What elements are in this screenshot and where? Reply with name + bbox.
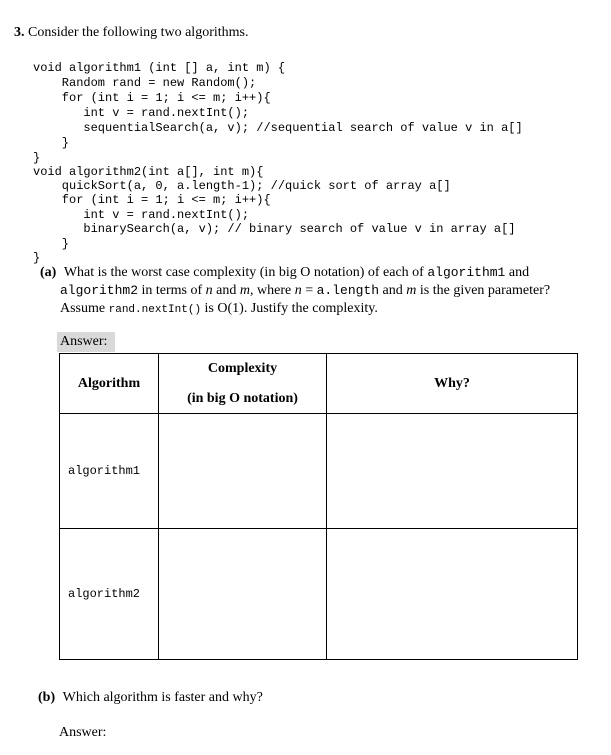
code-line: for (int i = 1; i <= m; i++){ (33, 193, 271, 207)
part-a (40, 265, 585, 319)
part-a-text: in terms of (141, 283, 203, 298)
code-line: } (33, 136, 70, 150)
answer-table (59, 353, 578, 660)
code-line: } (33, 237, 70, 251)
question-number: 3. (14, 25, 25, 40)
code-line: sequentialSearch(a, v); //sequential search of value v in a[] (33, 121, 523, 135)
header-complexity-line-2: (in big O notation) (187, 390, 298, 406)
header-why: Why? (327, 354, 578, 414)
header-complexity-line-1: Complexity (207, 360, 278, 376)
inline-code: algorithm2 (60, 283, 139, 298)
part-a-text: What is the worst case complexity (in big O notation) of each of (63, 265, 424, 280)
why-answer-cell[interactable] (327, 414, 578, 528)
code-line: } (33, 251, 41, 265)
code-line: for (int i = 1; i <= m; i++){ (33, 91, 271, 105)
question-heading (14, 25, 248, 41)
var-n: n (294, 283, 302, 298)
code-line: quickSort(a, 0, a.length-1); //quick sort of array a[] (33, 179, 451, 193)
why-answer-cell[interactable] (327, 528, 578, 659)
table-header-row (60, 354, 578, 414)
answer-label-b: Answer: (59, 725, 107, 740)
part-b-label: (b) (38, 690, 56, 705)
table-row (60, 528, 578, 659)
part-a-text: = (305, 283, 314, 298)
inline-code: rand.nextInt() (108, 304, 202, 316)
var-m: m (406, 283, 417, 298)
code-line: binarySearch(a, v); // binary search of value v in array a[] (33, 222, 516, 236)
part-a-text: and (382, 283, 403, 298)
inline-code: a.length (316, 283, 380, 298)
code-line: int v = rand.nextInt(); (33, 106, 250, 120)
code-line: } (33, 151, 41, 165)
part-a-text: is O(1). Justify the complexity. (204, 301, 378, 316)
row-algorithm: algorithm2 (60, 528, 159, 659)
code-line: void algorithm2(int a[], int m){ (33, 165, 264, 179)
var-n: n (205, 283, 213, 298)
table-row (60, 414, 578, 528)
header-complexity (159, 354, 327, 414)
part-a-text: Assume (60, 301, 106, 316)
part-b (38, 690, 263, 706)
part-a-text: , where (250, 283, 292, 298)
code-line: void algorithm1 (int [] a, int m) { (33, 61, 286, 75)
code-line: int v = rand.nextInt(); (33, 208, 250, 222)
part-a-text: is the given parameter? (419, 283, 551, 298)
part-a-text: and (508, 265, 530, 280)
part-b-text: Which algorithm is faster and why? (62, 690, 263, 705)
var-m: m (239, 283, 251, 298)
part-a-label: (a) (40, 265, 57, 280)
part-a-line-3 (40, 301, 585, 319)
part-a-line-1 (40, 265, 585, 283)
header-algorithm: Algorithm (60, 354, 159, 414)
inline-code: algorithm1 (427, 265, 506, 280)
complexity-answer-cell[interactable] (159, 528, 327, 659)
part-a-line-2 (40, 283, 585, 301)
code-line: Random rand = new Random(); (33, 76, 257, 90)
complexity-answer-cell[interactable] (159, 414, 327, 528)
row-algorithm: algorithm1 (60, 414, 159, 528)
answer-label: Answer: (57, 332, 115, 352)
question-text: Consider the following two algorithms. (28, 25, 249, 40)
part-a-text: and (216, 283, 237, 298)
